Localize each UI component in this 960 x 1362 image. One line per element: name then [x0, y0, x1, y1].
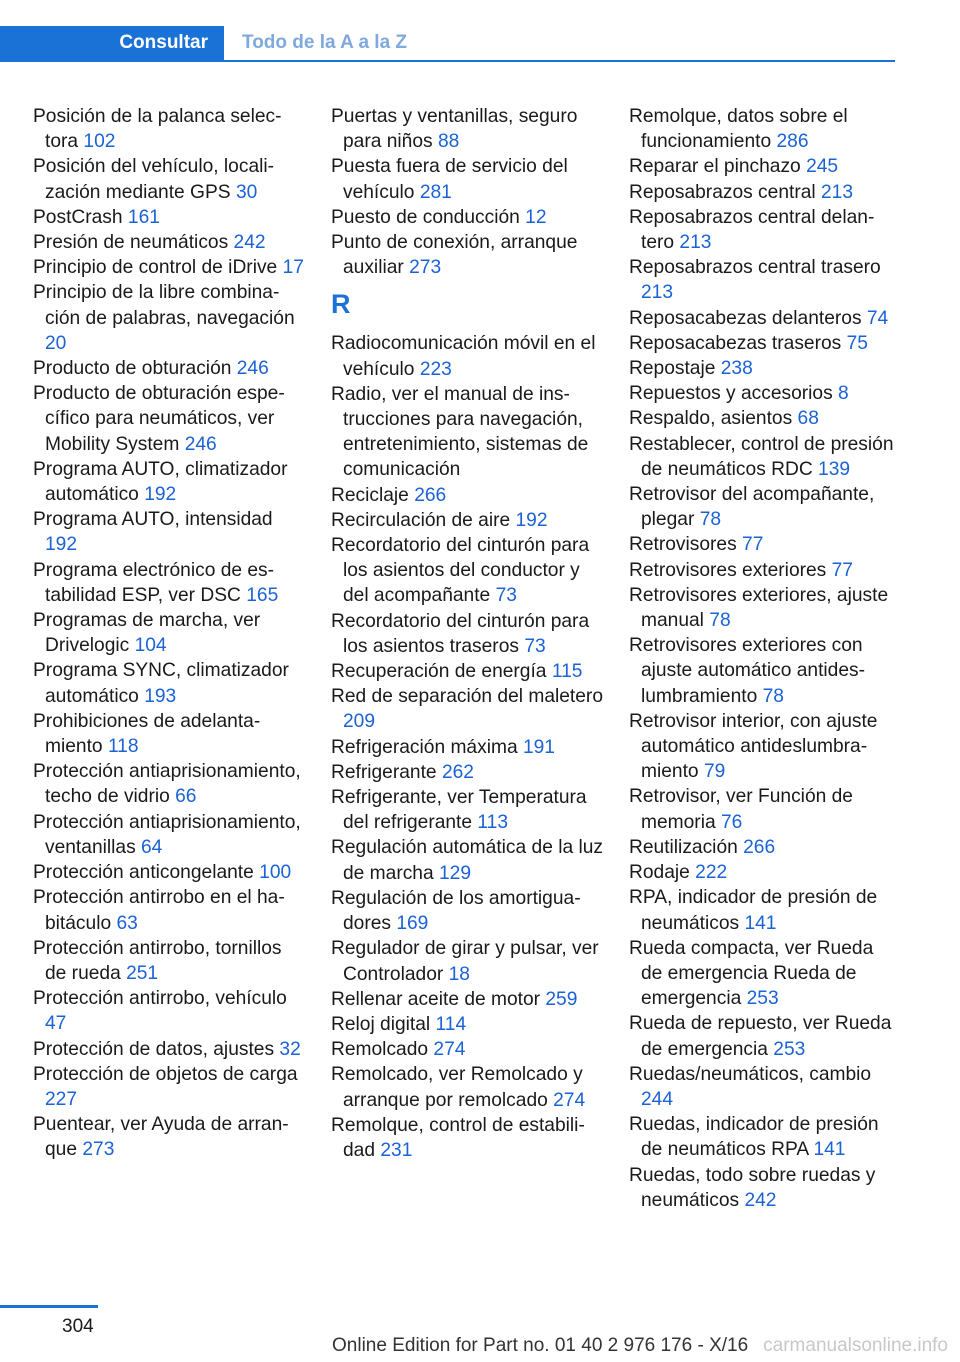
index-entry [629, 180, 897, 205]
index-entry [33, 936, 308, 986]
page-reference-link[interactable]: 73 [495, 585, 517, 607]
page-reference-link[interactable]: 77 [831, 559, 853, 581]
entry-text: Protección anticongelante [33, 862, 254, 884]
page-reference-link[interactable]: 245 [806, 156, 839, 178]
page-reference-link[interactable]: 273 [82, 1139, 115, 1161]
index-entry [629, 532, 897, 557]
entry-text: Reposacabezas delanteros [629, 307, 862, 329]
entry-text: Producto de obturación específico para neumáticos, ver Mobility System [33, 383, 285, 455]
entry-text: Reposacabezas traseros [629, 332, 842, 354]
page-reference-link[interactable]: 114 [435, 1013, 467, 1035]
entry-text: Rueda compacta, ver Rueda de emergencia Rueda de emergencia [629, 937, 874, 1010]
index-entry [629, 205, 897, 255]
page-reference-link[interactable]: 242 [744, 1189, 777, 1211]
index-entry [331, 483, 606, 508]
index-entry [331, 331, 606, 381]
page-reference-link[interactable]: 141 [813, 1139, 846, 1161]
index-entry [331, 936, 606, 986]
entry-text: Retrovisores exteriores [629, 559, 827, 581]
entry-text: Retrovisores [629, 534, 737, 556]
index-entry [629, 154, 897, 179]
page-reference-link[interactable]: 213 [641, 282, 674, 304]
entry-text: Reutilización [629, 836, 738, 858]
entry-text: Red de separación del maletero [331, 686, 603, 708]
entry-text: Recordatorio del cinturón para los asientos del conductor y del acompañante [331, 535, 590, 607]
entry-text: Programa AUTO, climatizador automático [33, 458, 288, 506]
index-entry [331, 508, 606, 533]
page-reference-link[interactable]: 77 [742, 534, 764, 556]
entry-text: Protección de objetos de carga [33, 1063, 298, 1085]
index-entry [33, 104, 308, 154]
index-entry [331, 104, 606, 154]
page-reference-link[interactable]: 75 [846, 332, 868, 354]
index-entry [33, 558, 308, 608]
entry-text: Protección antiaprisionamiento, techo de vidrio [33, 761, 301, 808]
page-reference-link[interactable]: 213 [679, 232, 712, 254]
entry-text: Prohibiciones de adelantamiento [33, 710, 261, 758]
page-reference-link[interactable]: 129 [439, 862, 472, 884]
page-reference-link[interactable]: 266 [743, 836, 776, 858]
index-entry [331, 382, 606, 483]
index-entry [629, 860, 897, 885]
entry-text: Radiocomunicación móvil en el vehículo [331, 333, 596, 380]
index-entry [33, 230, 308, 255]
page-reference-link[interactable]: 76 [720, 811, 743, 833]
entry-text: Rodaje [629, 862, 690, 884]
index-entry [331, 609, 606, 659]
index-entry [33, 356, 308, 381]
entry-text: Repuestos y accesorios [629, 383, 833, 405]
index-entry [629, 784, 897, 834]
edition-footer: Online Edition for Part no. 01 40 2 976 176 - X/16 [332, 1335, 749, 1356]
page-number-rule [0, 1305, 98, 1308]
index-entry [33, 885, 308, 935]
page-reference-link[interactable]: 222 [695, 862, 728, 884]
index-entry [629, 406, 897, 431]
page-reference-link[interactable]: 244 [641, 1088, 674, 1110]
page-reference-link[interactable]: 253 [773, 1038, 806, 1060]
page-reference-link[interactable]: 68 [797, 408, 819, 430]
index-entry [629, 306, 897, 331]
index-entry [629, 482, 897, 532]
column-2-entries [331, 104, 606, 280]
page-reference-link[interactable]: 30 [235, 181, 258, 203]
page-reference-link[interactable]: 115 [551, 661, 583, 683]
page-reference-link[interactable]: 47 [45, 1013, 67, 1035]
entry-text: Reciclaje [331, 484, 409, 506]
page-reference-link[interactable]: 238 [720, 358, 753, 380]
entry-text: Programa electrónico de estabilidad ESP, ver DSC [33, 559, 275, 606]
index-entry [33, 709, 308, 759]
entry-text: Retrovisor del acompañante, plegar [629, 484, 875, 531]
entry-text: Reposabrazos central [629, 181, 816, 203]
entry-text: Remolque, control de estabilidad [331, 1114, 585, 1161]
page-reference-link[interactable]: 213 [821, 181, 854, 203]
index-entry [629, 381, 897, 406]
index-entry [33, 381, 308, 457]
tab-consultar[interactable]: Consultar [0, 26, 224, 60]
page-reference-link[interactable]: 78 [762, 685, 784, 707]
index-entry [331, 735, 606, 760]
page-reference-link[interactable]: 73 [524, 635, 546, 657]
index-entry [629, 331, 897, 356]
page-reference-link[interactable]: 192 [144, 484, 177, 506]
entry-text: Regulador de girar y pulsar, ver Controlador [331, 938, 599, 985]
page-reference-link[interactable]: 78 [709, 610, 731, 632]
header-rule [0, 60, 895, 62]
entry-text: Puentear, ver Ayuda de arranque [33, 1114, 289, 1161]
entry-text: Programas de marcha, ver Drivelogic [33, 610, 261, 657]
index-entry [331, 1062, 606, 1112]
index-entry [33, 255, 308, 280]
entry-text: Protección antirrobo, vehículo [33, 988, 287, 1010]
page-reference-link[interactable]: 104 [134, 635, 167, 657]
page-reference-link[interactable]: 8 [838, 383, 849, 405]
page-reference-link[interactable]: 17 [282, 257, 304, 279]
entry-text: Producto de obturación [33, 358, 232, 380]
page-reference-link[interactable]: 281 [419, 181, 452, 203]
index-entry [629, 633, 897, 709]
entry-text: Refrigerante, ver Temperatura del refrigerante [331, 787, 587, 834]
index-entry [33, 457, 308, 507]
entry-text: Radio, ver el manual de instrucciones para navegación, entretenimiento, sistemas de comunicación [331, 383, 589, 481]
index-entry [629, 356, 897, 381]
index-entry [629, 709, 897, 785]
index-entry [33, 1062, 308, 1112]
entry-text: Protección de datos, ajustes [33, 1038, 275, 1060]
index-column-3 [629, 104, 897, 1213]
index-entry [629, 432, 897, 482]
index-entry [33, 205, 308, 230]
page-reference-link[interactable]: 66 [175, 786, 197, 808]
entry-text: Remolcado, ver Remolcado y arranque por remolcado [331, 1064, 583, 1111]
index-entry [629, 1163, 897, 1213]
entry-text: Punto de conexión, arranque auxiliar [331, 232, 578, 279]
page-reference-link[interactable]: 169 [396, 913, 429, 935]
index-entry [331, 760, 606, 785]
page-reference-link[interactable]: 192 [45, 534, 78, 556]
index-entry [33, 658, 308, 708]
index-entry [33, 608, 308, 658]
index-entry [629, 936, 897, 1012]
entry-text: Retrovisores exteriores con ajuste automático antideslumbramiento [629, 635, 865, 707]
entry-text: Restablecer, control de presión de neumáticos RDC [629, 433, 894, 480]
entry-text: Remolque, datos sobre el funcionamiento [629, 106, 848, 153]
page-reference-link[interactable]: 64 [141, 836, 163, 858]
page-reference-link[interactable]: 209 [343, 711, 376, 733]
entry-text: Recirculación de aire [331, 509, 511, 531]
index-entry [331, 1113, 606, 1163]
page-reference-link[interactable]: 63 [116, 912, 138, 934]
index-entry [629, 835, 897, 860]
entry-text: Regulación automática de la luz de marcha [331, 837, 603, 884]
entry-text: RPA, indicador de presión de neumáticos [629, 887, 878, 934]
entry-text: Principio de la libre combinación de palabras, navegación [33, 282, 295, 329]
index-entry [331, 987, 606, 1012]
entry-text: Retrovisores exteriores, ajuste manual [629, 584, 889, 632]
entry-text: Remolcado [331, 1039, 429, 1061]
entry-text: Recuperación de energía [331, 661, 547, 683]
page-reference-link[interactable]: 286 [776, 131, 809, 153]
entry-text: Rueda de repuesto, ver Rueda de emergencia [629, 1013, 892, 1060]
entry-text: Programa SYNC, climatizador automático [33, 660, 289, 707]
entry-text: Programa AUTO, intensidad [33, 509, 273, 531]
page-reference-link[interactable]: 74 [866, 307, 889, 329]
section-letter-r: R [331, 289, 351, 320]
entry-text: Reposabrazos central delantero [629, 206, 875, 254]
index-entry [33, 1037, 308, 1062]
entry-text: Protección antiaprisionamiento, ventanillas [33, 811, 301, 858]
page-reference-link[interactable]: 113 [477, 812, 508, 834]
page-reference-link[interactable]: 118 [107, 736, 139, 758]
index-entry [33, 810, 308, 860]
index-entry [331, 886, 606, 936]
index-entry [331, 659, 606, 684]
page-reference-link[interactable]: 223 [419, 358, 452, 380]
page-reference-link[interactable]: 193 [144, 685, 177, 707]
page-reference-link[interactable]: 273 [409, 257, 442, 279]
section-r-entries [331, 331, 606, 1163]
index-entry [629, 583, 897, 633]
page-reference-link[interactable]: 78 [699, 509, 722, 531]
entry-text: Protección antirrobo en el habitáculo [33, 887, 285, 934]
entry-text: Puertas y ventanillas, seguro para niños [331, 106, 578, 153]
page-reference-link[interactable]: 165 [246, 584, 279, 606]
page-reference-link[interactable]: 253 [746, 988, 779, 1010]
entry-text: Ruedas/neumáticos, cambio [629, 1063, 872, 1085]
page-reference-link[interactable]: 88 [437, 131, 460, 153]
index-entry [33, 986, 308, 1036]
page-reference-link[interactable]: 141 [744, 912, 777, 934]
index-entry [33, 759, 308, 809]
index-entry [33, 860, 308, 885]
page-reference-link[interactable]: 251 [126, 962, 159, 984]
page-number: 304 [62, 1316, 94, 1337]
page-reference-link[interactable]: 246 [236, 358, 269, 380]
entry-text: Refrigerante [331, 761, 437, 783]
entry-text: Recordatorio del cinturón para los asientos traseros [331, 610, 590, 657]
page-reference-link[interactable]: 262 [441, 761, 474, 783]
page-reference-link[interactable]: 161 [127, 206, 160, 228]
entry-text: Retrovisor, ver Función de memoria [629, 786, 853, 833]
header-bar [0, 26, 895, 62]
index-entry [629, 1062, 897, 1112]
page-reference-link[interactable]: 18 [448, 963, 470, 985]
entry-text: Refrigeración máxima [331, 736, 518, 758]
page-reference-link[interactable]: 259 [545, 988, 578, 1010]
entry-text: Protección antirrobo, tornillos de rueda [33, 937, 282, 984]
index-entry [331, 205, 606, 230]
entry-text: Reposabrazos central trasero [629, 257, 881, 279]
watermark: carmanualsonline.info [763, 1335, 948, 1356]
index-entry [33, 280, 308, 356]
index-entry [629, 104, 897, 154]
page-reference-link[interactable]: 231 [380, 1139, 413, 1161]
page-reference-link[interactable]: 102 [83, 131, 116, 153]
entry-text: Reparar el pinchazo [629, 156, 801, 178]
index-entry [331, 154, 606, 204]
index-column-2 [331, 104, 606, 1163]
page-reference-link[interactable]: 242 [233, 232, 266, 254]
page-reference-link[interactable]: 274 [433, 1039, 466, 1061]
page-reference-link[interactable]: 12 [525, 206, 547, 228]
index-entry [629, 255, 897, 305]
index-entry [33, 1112, 308, 1162]
index-entry [629, 1011, 897, 1061]
index-column-1 [33, 104, 308, 1163]
page-reference-link[interactable]: 100 [259, 862, 292, 884]
entry-text: Regulación de los amortiguadores [331, 887, 581, 935]
entry-text: Puesto de conducción [331, 206, 520, 228]
entry-text: Repostaje [629, 358, 716, 380]
entry-text: Ruedas, todo sobre ruedas y neumáticos [629, 1164, 876, 1211]
tab-a-to-z[interactable]: Todo de la A a la Z [242, 32, 408, 53]
page-reference-link[interactable]: 191 [522, 736, 555, 758]
page-reference-link[interactable]: 139 [818, 458, 851, 480]
index-entry [331, 533, 606, 609]
index-entry [33, 154, 308, 204]
page-reference-link[interactable]: 274 [553, 1089, 586, 1111]
entry-text: Ruedas, indicador de presión de neumáticos RPA [629, 1114, 879, 1161]
page-reference-link[interactable]: 32 [279, 1038, 301, 1060]
index-entry [629, 558, 897, 583]
index-entry [629, 1112, 897, 1162]
entry-text: Retrovisor interior, con ajuste automático antideslumbramiento [629, 710, 878, 783]
entry-text: Posición de la palanca selectora [33, 106, 282, 153]
page-reference-link[interactable]: 20 [45, 332, 67, 354]
index-entry [331, 1037, 606, 1062]
page-reference-link[interactable]: 246 [184, 433, 217, 455]
entry-text: Puesta fuera de servicio del vehículo [331, 156, 568, 203]
page-reference-link[interactable]: 227 [45, 1088, 78, 1110]
entry-text: Principio de control de iDrive [33, 257, 278, 279]
index-entry [331, 835, 606, 885]
page-reference-link[interactable]: 266 [414, 484, 447, 506]
index-entry [331, 684, 606, 734]
entry-text: Reloj digital [331, 1013, 431, 1035]
entry-text: Presión de neumáticos [33, 232, 229, 254]
entry-text: Posición del vehículo, localización mediante GPS [33, 156, 275, 203]
page-reference-link[interactable]: 79 [703, 761, 726, 783]
index-entry [331, 1012, 606, 1037]
entry-text: Respaldo, asientos [629, 408, 793, 430]
index-entry [33, 507, 308, 557]
index-entry [331, 785, 606, 835]
index-entry [629, 885, 897, 935]
entry-text: Rellenar aceite de motor [331, 988, 541, 1010]
page-reference-link[interactable]: 192 [515, 509, 548, 531]
entry-text: PostCrash [33, 206, 123, 228]
index-entry [331, 230, 606, 280]
